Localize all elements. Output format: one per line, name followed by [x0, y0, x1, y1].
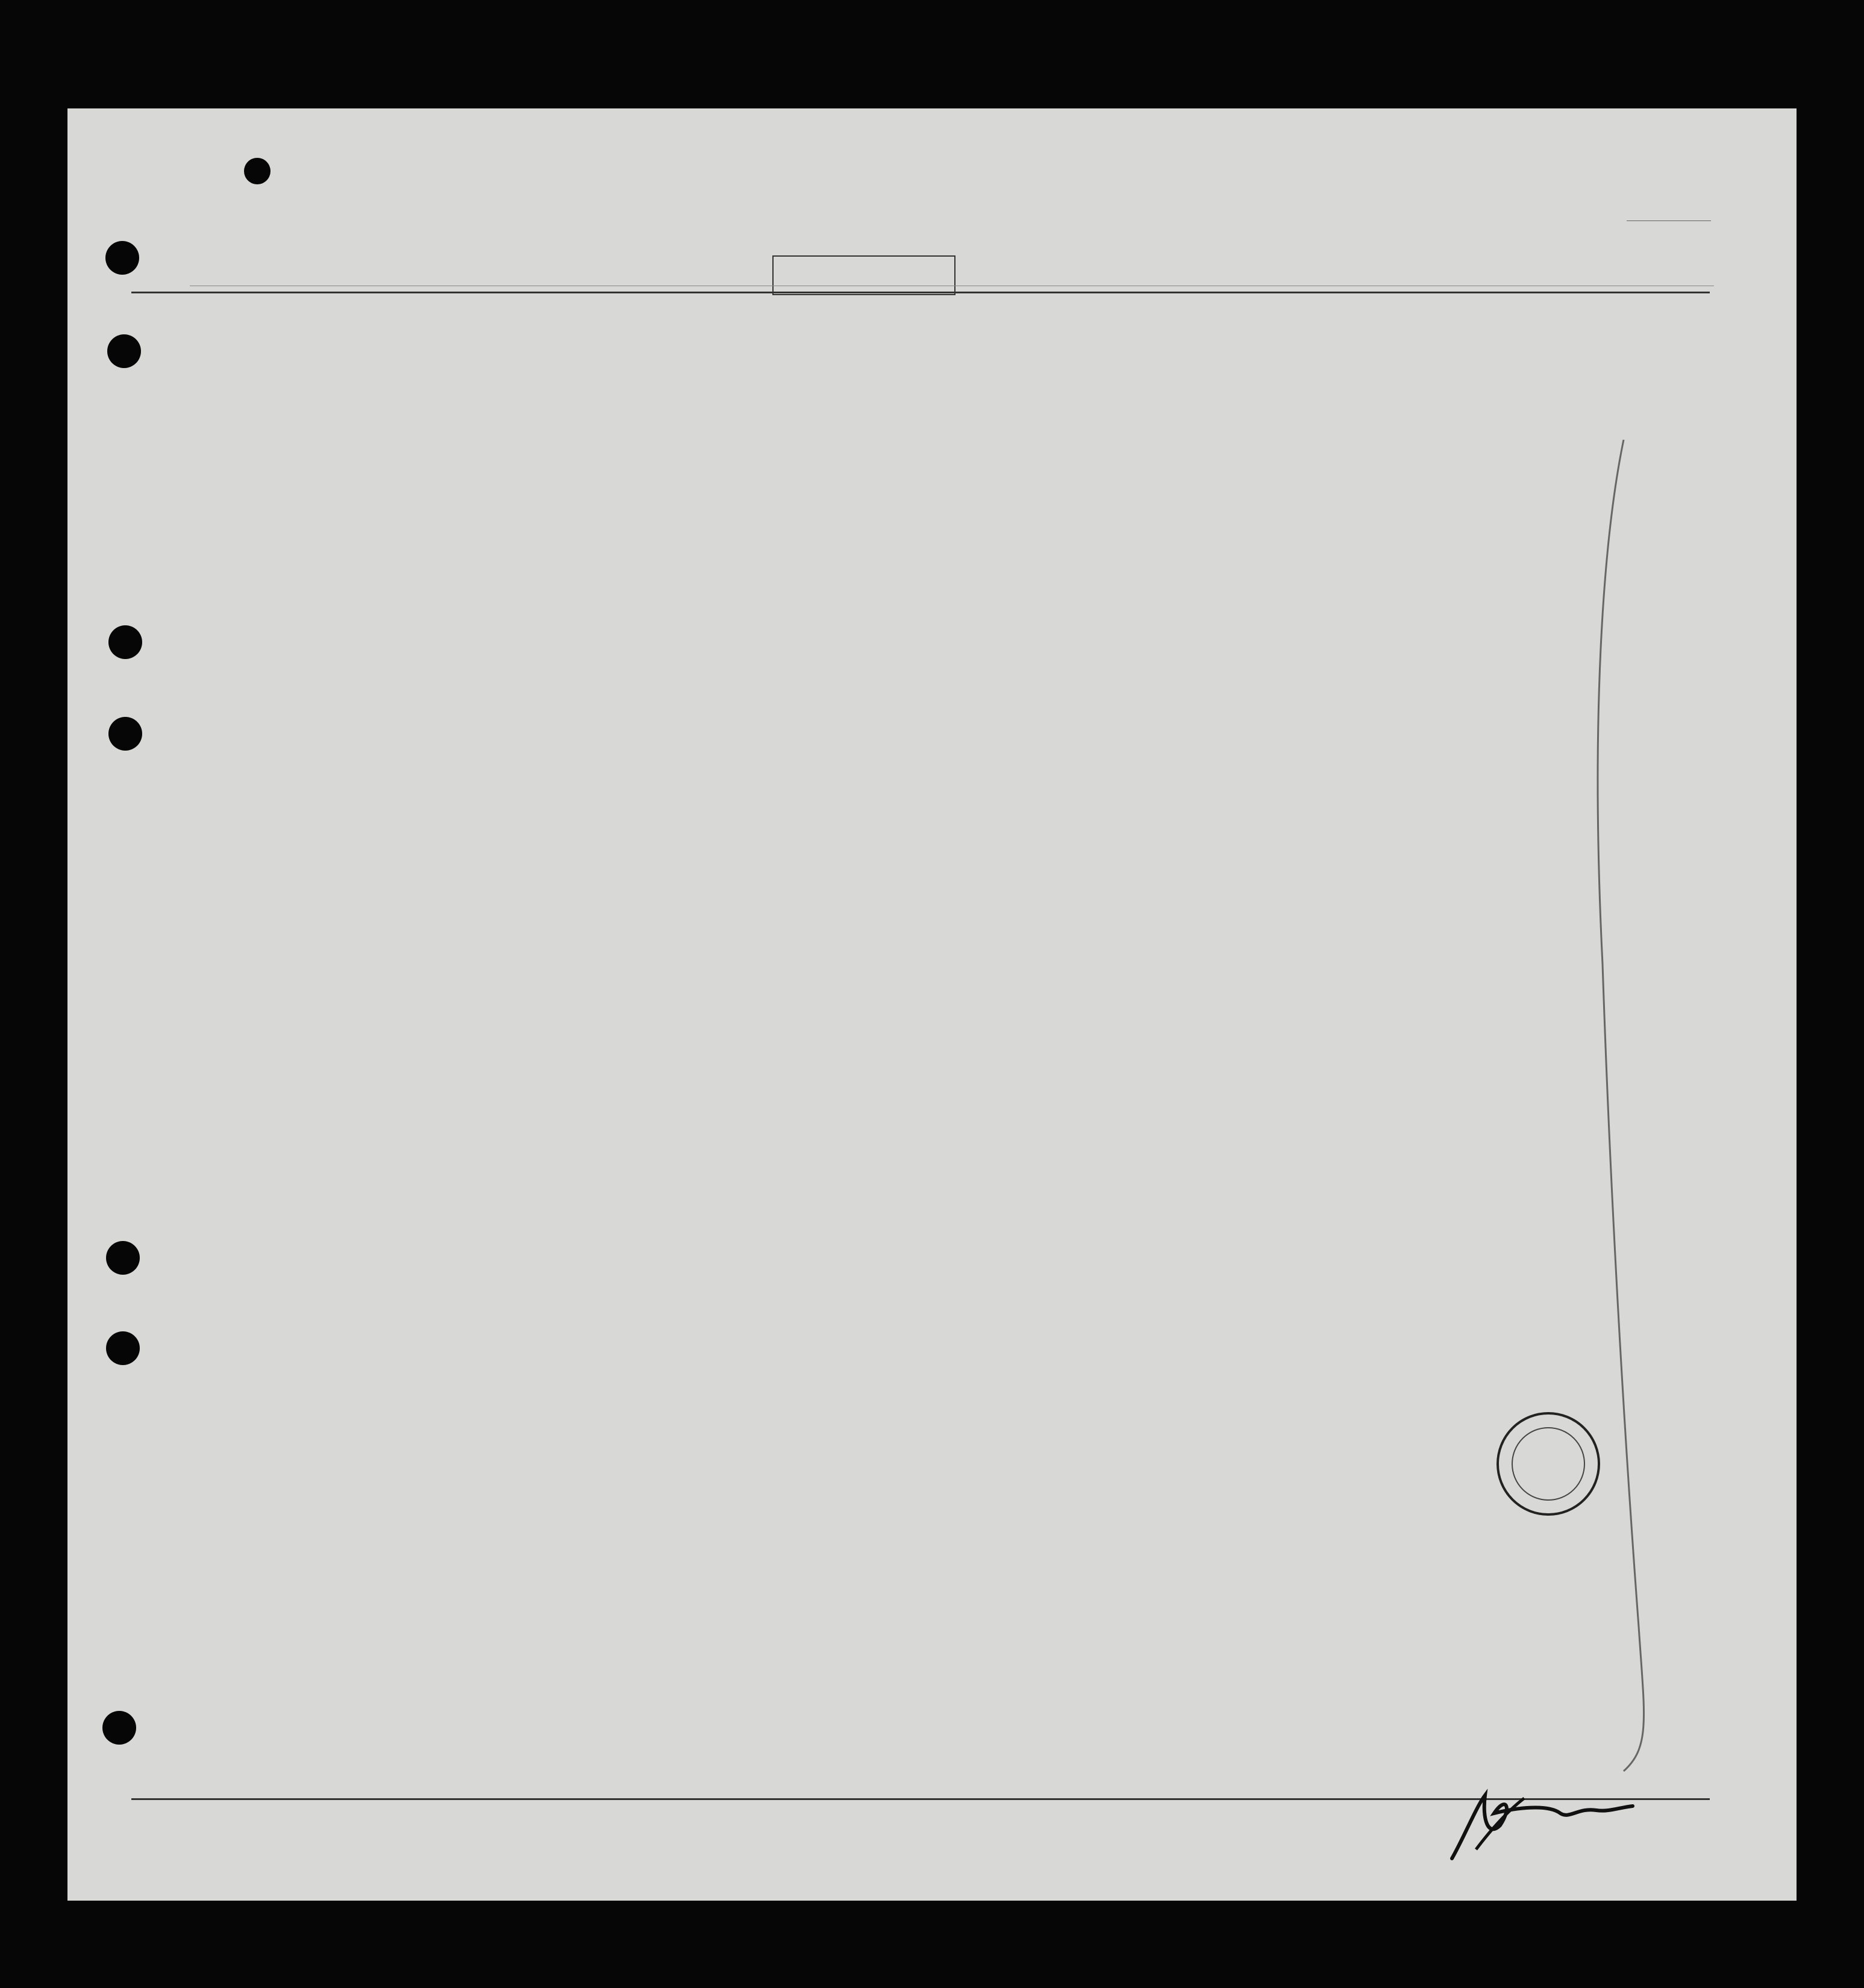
punch-hole [106, 1241, 140, 1275]
punch-hole [106, 1331, 140, 1365]
pencil-bracket [1566, 422, 1675, 1783]
punch-hole [108, 625, 142, 659]
officer-signature [1440, 1783, 1645, 1868]
punch-hole [102, 1711, 136, 1745]
punch-hole [108, 717, 142, 751]
punch-hole [244, 158, 271, 184]
punch-hole [107, 334, 141, 368]
punch-hole [105, 241, 139, 275]
manifest-sheet [67, 108, 1797, 1901]
port-stamp [772, 255, 955, 295]
